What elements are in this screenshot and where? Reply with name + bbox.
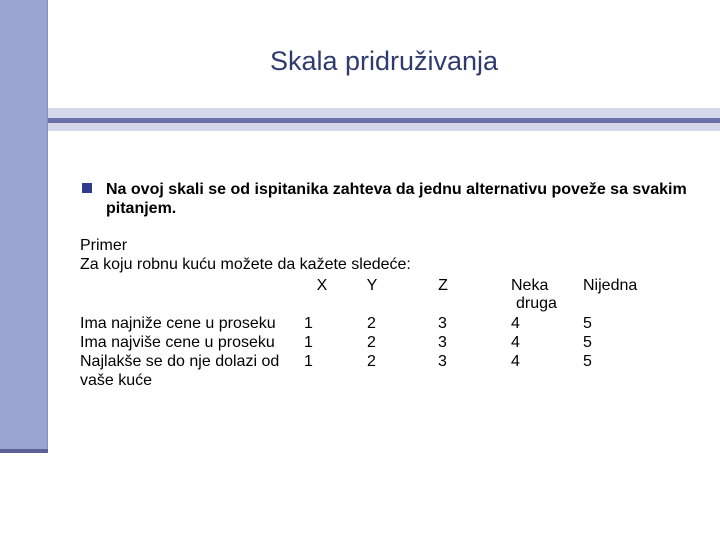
row-value: 4 — [511, 315, 520, 332]
row-value: 1 — [304, 315, 313, 332]
bullet-item — [82, 180, 692, 218]
title-divider-light-top — [48, 108, 720, 118]
row-value: 3 — [438, 353, 447, 370]
bullet-text: Na ovoj skali se od ispitanika zahteva da jednu alternativu poveže sa svakim pitanjem. — [106, 181, 687, 217]
left-accent-bar — [0, 0, 48, 452]
question-text: Za koju robnu kuću možete da kažete sledeće: — [80, 256, 411, 273]
row-value: 4 — [511, 334, 520, 351]
row-value: 1 — [304, 353, 313, 370]
column-header-nijedna: Nijedna — [583, 277, 638, 294]
column-header-z: Z — [438, 277, 448, 294]
row-value: 1 — [304, 334, 313, 351]
row-value: 5 — [583, 353, 592, 370]
row-label: Ima najviše cene u proseku — [80, 334, 275, 351]
column-header-druga: druga — [516, 295, 557, 312]
row-value: 5 — [583, 334, 592, 351]
square-bullet-icon — [82, 183, 92, 193]
column-header-y: Y — [366, 277, 378, 294]
row-value: 3 — [438, 334, 447, 351]
left-accent-bar-shadow — [0, 449, 48, 453]
row-value: 4 — [511, 353, 520, 370]
row-value: 2 — [367, 315, 376, 332]
column-header-neka: Neka — [511, 277, 549, 294]
row-value: 5 — [583, 315, 592, 332]
row-value: 3 — [438, 315, 447, 332]
slide-title: Skala pridruživanja — [269, 46, 499, 76]
title-divider-light-bottom — [48, 123, 720, 131]
column-header-x: X — [316, 277, 328, 294]
row-label-continuation: vaše kuće — [80, 372, 153, 389]
row-label: Najlakše se do nje dolazi od — [80, 353, 280, 370]
row-value: 2 — [367, 353, 376, 370]
row-value: 2 — [367, 334, 376, 351]
row-label: Ima najniže cene u proseku — [80, 315, 276, 332]
example-label: Primer — [80, 237, 128, 254]
